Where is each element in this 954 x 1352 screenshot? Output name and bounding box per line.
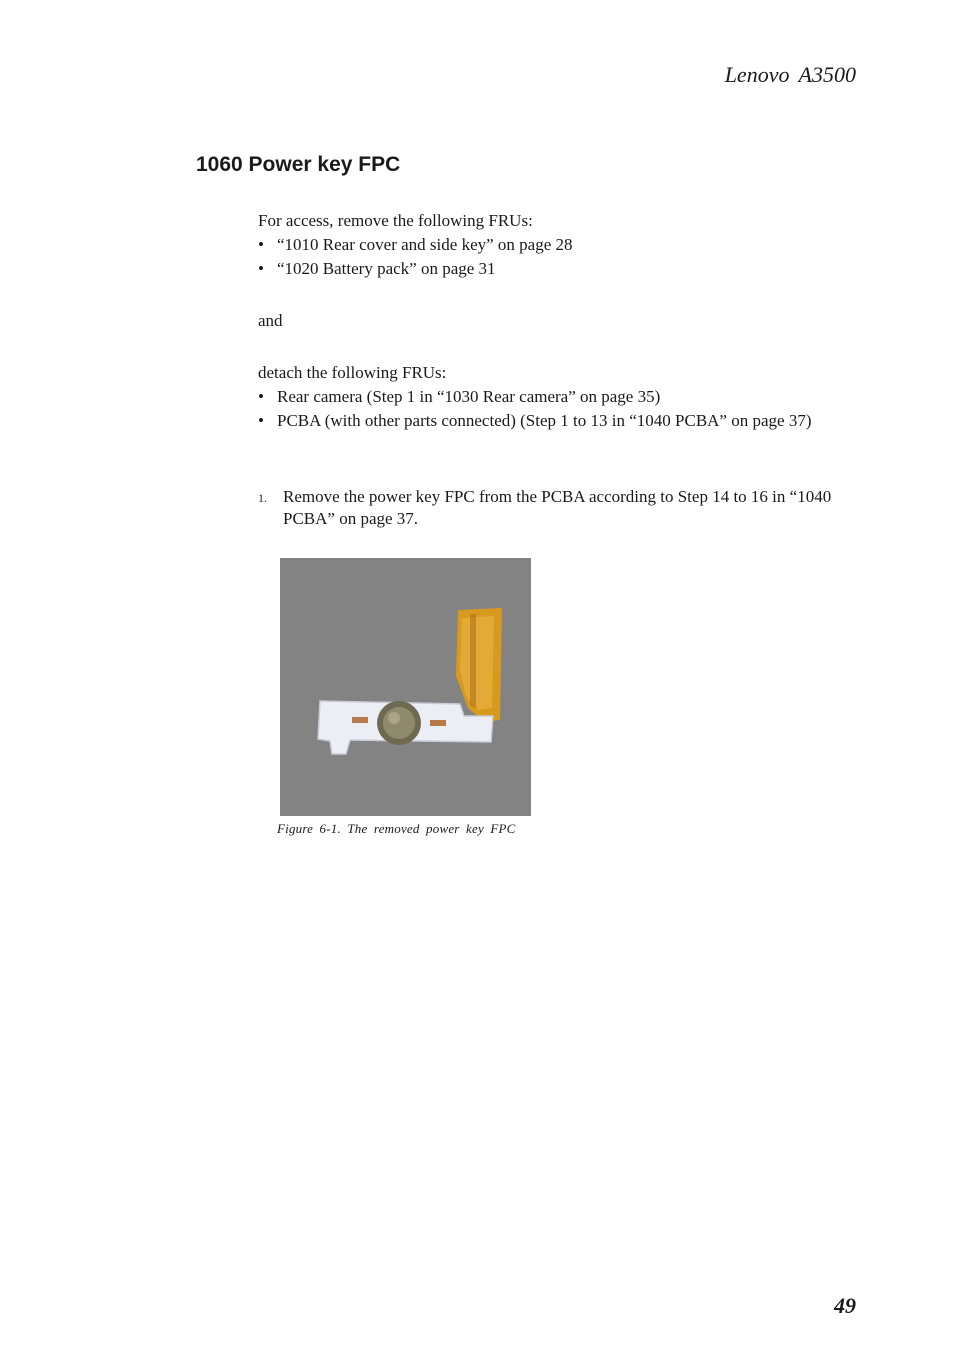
copper-pad-left — [352, 717, 368, 723]
remove-fru-list — [258, 233, 573, 281]
bullet-icon: • — [258, 387, 264, 406]
step-1 — [258, 486, 858, 530]
detach-intro: detach the following FRUs: — [258, 363, 447, 382]
list-item-text: PCBA (with other parts connected) (Step 1 to 13 in “1040 PCBA” on page 37) — [277, 411, 812, 430]
dome-button-inner — [383, 707, 415, 739]
dome-button-highlight — [388, 712, 400, 724]
bullet-icon: • — [258, 259, 264, 278]
list-item-text: Rear camera (Step 1 in “1030 Rear camera” on page 35) — [277, 387, 661, 406]
list-item — [258, 257, 573, 281]
section-title: 1060 Power key FPC — [196, 153, 401, 176]
and-connector: and — [258, 311, 283, 330]
step-number: 1. — [258, 491, 267, 505]
list-item-text: “1020 Battery pack” on page 31 — [277, 259, 496, 278]
power-key-fpc-photo — [280, 558, 531, 816]
list-item-text: “1010 Rear cover and side key” on page 28 — [277, 235, 573, 254]
list-item — [258, 409, 811, 433]
bullet-icon: • — [258, 235, 264, 254]
list-item — [258, 385, 811, 409]
step-text: Remove the power key FPC from the PCBA according to Step 14 to 16 in “1040 PCBA” on page 37. — [283, 487, 832, 528]
detach-fru-list — [258, 385, 811, 433]
running-header-title: Lenovo A3500 — [724, 62, 856, 87]
copper-pad-right — [430, 720, 446, 726]
bullet-icon: • — [258, 411, 264, 430]
page-number: 49 — [834, 1293, 856, 1318]
list-item — [258, 233, 573, 257]
figure-caption: Figure 6-1. The removed power key FPC — [277, 821, 516, 836]
power-key-fpc-illustration — [280, 558, 531, 816]
fpc-cable-trace — [470, 614, 476, 708]
access-intro: For access, remove the following FRUs: — [258, 211, 533, 230]
